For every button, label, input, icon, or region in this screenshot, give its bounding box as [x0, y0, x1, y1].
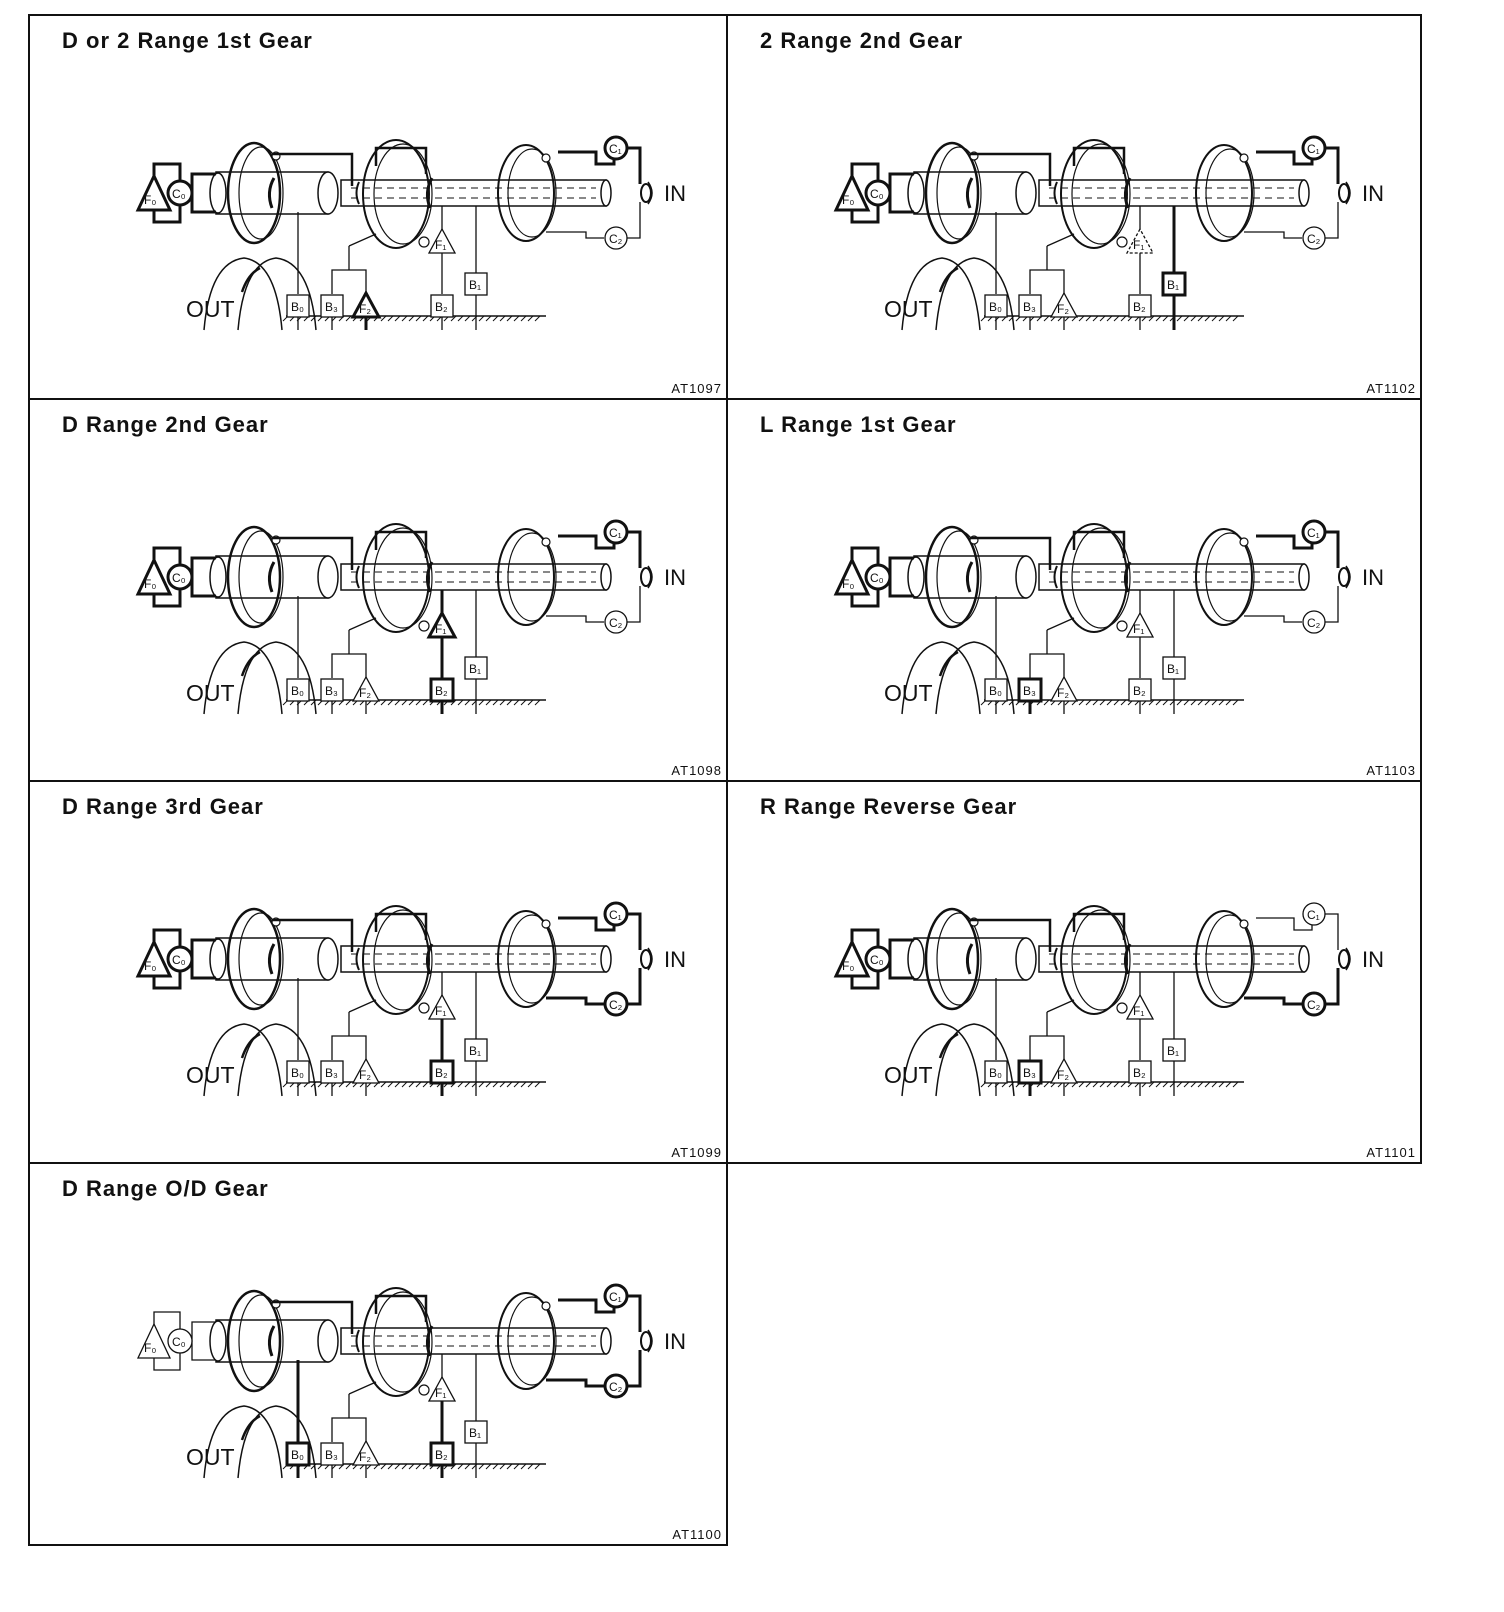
brake-b1-label: B₁ — [469, 278, 482, 292]
clutch-c1-label: C₁ — [1307, 908, 1320, 922]
shaft — [341, 180, 606, 206]
panel-title: 2 Range 2nd Gear — [760, 28, 964, 53]
clutch-c0-label: C₀ — [172, 187, 186, 201]
linkage-line — [1325, 202, 1338, 238]
brake-b0-label: B₀ — [989, 300, 1002, 314]
input-label: IN — [664, 181, 686, 206]
pinion-gear — [542, 920, 550, 928]
gear-train-diagram — [824, 134, 1384, 334]
shaft — [341, 1328, 606, 1354]
linkage-line — [1030, 1036, 1064, 1060]
one-way-clutch-f1-label: F₁ — [1133, 622, 1145, 636]
brake-b3-label: B₃ — [1023, 1066, 1036, 1080]
input-shaft — [1339, 950, 1349, 968]
diagram-panel — [726, 780, 1422, 1164]
drum-end — [210, 1321, 226, 1361]
pinion-gear — [1117, 621, 1127, 631]
panel-title: L Range 1st Gear — [760, 412, 957, 437]
gear-train-diagram — [824, 900, 1384, 1100]
linkage-line — [154, 1312, 180, 1329]
drum-end — [318, 556, 338, 598]
panel-title: D Range O/D Gear — [62, 1176, 269, 1201]
drum-end — [318, 938, 338, 980]
linkage-line — [1325, 968, 1338, 1004]
pinion-gear — [1240, 920, 1248, 928]
output-gear — [238, 642, 316, 714]
drum-end — [318, 172, 338, 214]
clutch-c1-label: C₁ — [609, 1290, 622, 1304]
linkage-line — [1256, 536, 1304, 548]
clutch-c2-label: C₂ — [609, 616, 623, 630]
shaft-end — [601, 946, 611, 972]
drum-end — [210, 939, 226, 979]
linkage-line — [154, 930, 180, 947]
clutch-c1-label: C₁ — [609, 908, 622, 922]
brake-b1-label: B₁ — [1167, 1044, 1180, 1058]
linkage-line — [627, 1296, 640, 1332]
output-label: OUT — [884, 296, 933, 322]
gear-train-diagram — [126, 1282, 686, 1482]
drum-end — [908, 557, 924, 597]
output-label: OUT — [884, 680, 933, 706]
brake-b2-label: B₂ — [1133, 300, 1146, 314]
brake-b1-label: B₁ — [469, 1426, 482, 1440]
linkage-line — [627, 148, 640, 184]
figure-code: AT1102 — [1366, 381, 1416, 396]
input-label: IN — [1362, 947, 1384, 972]
diagram-panel — [726, 14, 1422, 400]
gear-train-diagram — [126, 900, 686, 1100]
clutch-c1-label: C₁ — [1307, 142, 1320, 156]
one-way-clutch-f0-label: F₀ — [842, 193, 855, 207]
shaft-end — [1299, 564, 1309, 590]
drum-end — [908, 939, 924, 979]
linkage-line — [1030, 270, 1064, 294]
clutch-c2-label: C₂ — [609, 1380, 623, 1394]
brake-b2-label: B₂ — [435, 1066, 448, 1080]
rotation-arrow — [940, 1034, 958, 1058]
linkage-line — [332, 1418, 366, 1442]
linkage-line — [332, 270, 366, 294]
linkage-line — [546, 232, 604, 238]
brake-b3-label: B₃ — [1023, 684, 1036, 698]
panel-title: D Range 2nd Gear — [62, 412, 269, 437]
one-way-clutch-f2-label: F₂ — [359, 1450, 371, 1464]
linkage-line — [349, 1000, 376, 1012]
brake-b0-label: B₀ — [291, 1066, 304, 1080]
clutch-c1-label: C₁ — [1307, 526, 1320, 540]
brake-b1-label: B₁ — [469, 1044, 482, 1058]
clutch-c2-label: C₂ — [1307, 616, 1321, 630]
one-way-clutch-f2-label: F₂ — [1057, 1068, 1069, 1082]
input-label: IN — [664, 947, 686, 972]
clutch-c0-label: C₀ — [870, 571, 884, 585]
drum-end — [908, 173, 924, 213]
drum-end — [1016, 938, 1036, 980]
shaft-end — [601, 564, 611, 590]
linkage-line — [1325, 148, 1338, 184]
figure-code: AT1097 — [671, 381, 722, 396]
gear-train-diagram — [126, 134, 686, 334]
input-shaft — [641, 1332, 651, 1350]
pinion-gear — [1117, 1003, 1127, 1013]
brake-b2-label: B₂ — [1133, 1066, 1146, 1080]
brake-b0-label: B₀ — [989, 684, 1002, 698]
linkage-line — [349, 1382, 376, 1394]
brake-b3-label: B₃ — [325, 300, 338, 314]
linkage-line — [627, 532, 640, 568]
one-way-clutch-f0-label: F₀ — [144, 1341, 157, 1355]
one-way-clutch-f0-label: F₀ — [842, 577, 855, 591]
clutch-c2-label: C₂ — [1307, 998, 1321, 1012]
linkage-line — [558, 536, 606, 548]
pinion-gear — [542, 1302, 550, 1310]
rotation-arrow — [242, 1416, 260, 1440]
shaft — [1039, 564, 1304, 590]
drum-end — [210, 173, 226, 213]
shaft-end — [1299, 180, 1309, 206]
gear-train-diagram — [824, 518, 1384, 718]
drum-end — [1016, 556, 1036, 598]
one-way-clutch-f1-label: F₁ — [1133, 1004, 1145, 1018]
linkage-line — [1325, 914, 1338, 950]
linkage-line — [1256, 918, 1304, 930]
input-label: IN — [664, 565, 686, 590]
linkage-line — [627, 202, 640, 238]
brake-b0-label: B₀ — [291, 1448, 304, 1462]
rotation-arrow — [242, 1034, 260, 1058]
linkage-line — [1030, 654, 1064, 678]
brake-b0-label: B₀ — [291, 300, 304, 314]
linkage-line — [1325, 586, 1338, 622]
figure-code: AT1103 — [1366, 763, 1416, 778]
figure-code: AT1098 — [671, 763, 722, 778]
brake-b0-label: B₀ — [291, 684, 304, 698]
output-gear — [238, 1024, 316, 1096]
panel-title: D or 2 Range 1st Gear — [62, 28, 313, 53]
linkage-line — [546, 616, 604, 622]
clutch-c1-label: C₁ — [609, 142, 622, 156]
brake-b1-label: B₁ — [1167, 662, 1180, 676]
clutch-c0-label: C₀ — [172, 571, 186, 585]
shaft-end — [601, 180, 611, 206]
linkage-line — [349, 234, 376, 246]
brake-b3-label: B₃ — [325, 684, 338, 698]
output-gear — [936, 258, 1014, 330]
linkage-line — [627, 968, 640, 1004]
figure-code: AT1099 — [671, 1145, 722, 1160]
one-way-clutch-f0-label: F₀ — [144, 577, 157, 591]
input-shaft — [641, 568, 651, 586]
linkage-line — [1325, 532, 1338, 568]
clutch-c2-label: C₂ — [1307, 232, 1321, 246]
one-way-clutch-f1-label: F₁ — [435, 1386, 447, 1400]
brake-b2-label: B₂ — [1133, 684, 1146, 698]
brake-b2-label: B₂ — [435, 1448, 448, 1462]
clutch-c0-label: C₀ — [870, 187, 884, 201]
linkage-line — [1244, 998, 1302, 1004]
gear-train-diagram — [126, 518, 686, 718]
shaft-end — [1299, 946, 1309, 972]
linkage-line — [332, 654, 366, 678]
one-way-clutch-f2-label: F₂ — [359, 686, 371, 700]
shaft — [1039, 946, 1304, 972]
brake-b2-label: B₂ — [435, 684, 448, 698]
one-way-clutch-f2-label: F₂ — [1057, 302, 1069, 316]
linkage-line — [332, 1036, 366, 1060]
shaft — [341, 946, 606, 972]
linkage-line — [1047, 234, 1074, 246]
figure-code: AT1101 — [1366, 1145, 1416, 1160]
pinion-gear — [419, 1003, 429, 1013]
drum-end — [318, 1320, 338, 1362]
brake-b3-label: B₃ — [325, 1448, 338, 1462]
diagram-panel — [28, 398, 728, 782]
rotation-arrow — [940, 268, 958, 292]
output-label: OUT — [186, 680, 235, 706]
clutch-c0-label: C₀ — [870, 953, 884, 967]
linkage-line — [852, 930, 878, 947]
shaft-end — [601, 1328, 611, 1354]
figure-code: AT1100 — [672, 1527, 722, 1542]
output-gear — [936, 1024, 1014, 1096]
panel-title: D Range 3rd Gear — [62, 794, 264, 819]
input-label: IN — [1362, 181, 1384, 206]
rotation-arrow — [940, 652, 958, 676]
drum-end — [1016, 172, 1036, 214]
one-way-clutch-f1-label: F₁ — [435, 622, 447, 636]
one-way-clutch-f0-label: F₀ — [842, 959, 855, 973]
one-way-clutch-f2-label: F₂ — [1057, 686, 1069, 700]
input-shaft — [1339, 184, 1349, 202]
input-shaft — [641, 950, 651, 968]
diagram-panel — [28, 1162, 728, 1546]
pinion-gear — [1117, 237, 1127, 247]
pinion-gear — [1240, 154, 1248, 162]
linkage-line — [852, 164, 878, 181]
panel-title: R Range Reverse Gear — [760, 794, 1018, 819]
linkage-line — [1244, 232, 1302, 238]
output-gear — [238, 258, 316, 330]
pinion-gear — [419, 237, 429, 247]
brake-b3-label: B₃ — [1023, 300, 1036, 314]
linkage-line — [627, 586, 640, 622]
output-label: OUT — [186, 1062, 235, 1088]
one-way-clutch-f2-label: F₂ — [359, 1068, 371, 1082]
linkage-line — [1256, 152, 1304, 164]
diagram-panel — [28, 14, 728, 400]
rotation-arrow — [242, 652, 260, 676]
linkage-line — [1244, 616, 1302, 622]
linkage-line — [154, 548, 180, 565]
pinion-gear — [419, 621, 429, 631]
pinion-gear — [419, 1385, 429, 1395]
pinion-gear — [542, 154, 550, 162]
input-shaft — [1339, 568, 1349, 586]
pinion-gear — [1240, 538, 1248, 546]
linkage-line — [1047, 618, 1074, 630]
clutch-c1-label: C₁ — [609, 526, 622, 540]
one-way-clutch-f1-label: F₁ — [1133, 238, 1145, 252]
input-label: IN — [664, 1329, 686, 1354]
output-label: OUT — [186, 1444, 235, 1470]
one-way-clutch-f0-label: F₀ — [144, 193, 157, 207]
linkage-line — [627, 914, 640, 950]
linkage-line — [852, 548, 878, 565]
output-label: OUT — [884, 1062, 933, 1088]
brake-b1-label: B₁ — [1167, 278, 1180, 292]
input-shaft — [641, 184, 651, 202]
clutch-c0-label: C₀ — [172, 953, 186, 967]
clutch-c2-label: C₂ — [609, 998, 623, 1012]
diagram-panel — [726, 398, 1422, 782]
linkage-line — [558, 918, 606, 930]
clutch-c2-label: C₂ — [609, 232, 623, 246]
brake-b1-label: B₁ — [469, 662, 482, 676]
one-way-clutch-f1-label: F₁ — [435, 1004, 447, 1018]
linkage-line — [546, 998, 604, 1004]
brake-b0-label: B₀ — [989, 1066, 1002, 1080]
output-label: OUT — [186, 296, 235, 322]
linkage-line — [627, 1350, 640, 1386]
linkage-line — [1047, 1000, 1074, 1012]
shaft — [1039, 180, 1304, 206]
diagram-panel — [28, 780, 728, 1164]
linkage-line — [154, 164, 180, 181]
brake-b2-label: B₂ — [435, 300, 448, 314]
brake-b3-label: B₃ — [325, 1066, 338, 1080]
one-way-clutch-f0-label: F₀ — [144, 959, 157, 973]
drum-end — [210, 557, 226, 597]
output-gear — [936, 642, 1014, 714]
clutch-c0-label: C₀ — [172, 1335, 186, 1349]
linkage-line — [558, 1300, 606, 1312]
pinion-gear — [542, 538, 550, 546]
shaft — [341, 564, 606, 590]
input-label: IN — [1362, 565, 1384, 590]
linkage-line — [349, 618, 376, 630]
linkage-line — [546, 1380, 604, 1386]
rotation-arrow — [242, 268, 260, 292]
one-way-clutch-f2-label: F₂ — [359, 302, 371, 316]
linkage-line — [558, 152, 606, 164]
one-way-clutch-f1-label: F₁ — [435, 238, 447, 252]
